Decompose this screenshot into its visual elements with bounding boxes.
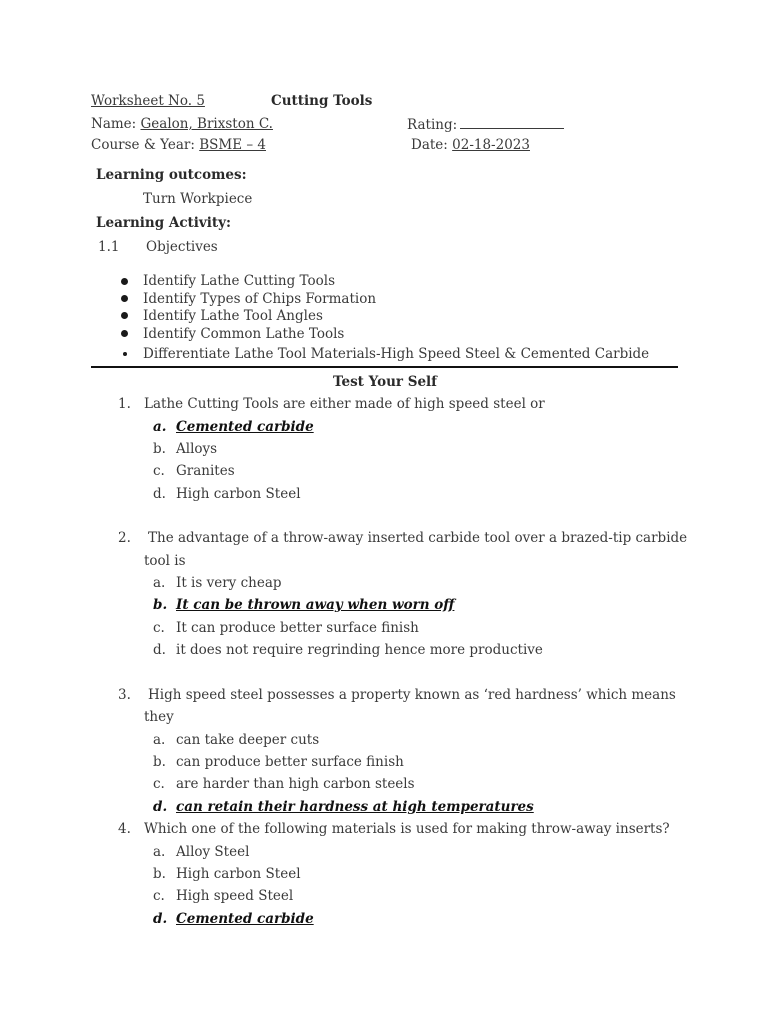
name-row [91, 116, 273, 132]
question-text: The advantage of a throw-away inserted carbide tool over a brazed-tip carbide [148, 530, 688, 546]
question-number: 1. [118, 396, 131, 412]
option-letter: d. [153, 799, 168, 815]
section-number: 1.1 [98, 239, 120, 255]
bullet-icon [121, 295, 128, 302]
option-text: Alloys [176, 441, 218, 457]
question-text: Lathe Cutting Tools are either made of high speed steel or [144, 396, 545, 412]
bullet-icon [121, 312, 128, 319]
rating-blank [460, 116, 564, 129]
question-text: Which one of the following materials is used for making throw-away inserts? [144, 821, 670, 837]
course-row [91, 137, 272, 153]
option-letter: a. [153, 844, 166, 860]
option-answer: can retain their hardness at high temperatures [176, 799, 534, 815]
objective-item: Identify Types of Chips Formation [143, 291, 377, 307]
bullet-icon [121, 330, 128, 337]
option-text: It is very cheap [176, 575, 282, 591]
option-answer: Cemented carbide [176, 419, 314, 435]
option-letter: c. [153, 888, 165, 904]
objective-item: Differentiate Lathe Tool Materials-High Speed Steel & Cemented Carbide [143, 346, 650, 362]
option-answer: Cemented carbide [176, 911, 314, 927]
option-letter: c. [153, 463, 165, 479]
option-text: Alloy Steel [176, 844, 250, 860]
option-letter: b. [153, 866, 166, 882]
question-text-cont: tool is [144, 553, 186, 569]
option-letter: a. [153, 575, 166, 591]
option-letter: d. [153, 642, 166, 658]
option-letter: b. [153, 597, 168, 613]
objective-item: Identify Common Lathe Tools [143, 326, 345, 342]
learning-activity-heading: Learning Activity: [96, 215, 231, 231]
question-number: 4. [118, 821, 131, 837]
option-text: it does not require regrinding hence more productive [176, 642, 543, 658]
question-number: 2. [118, 530, 131, 546]
option-letter: b. [153, 441, 166, 457]
option-letter: a. [153, 732, 166, 748]
option-text: can produce better surface finish [176, 754, 404, 770]
name-label: Name: [91, 116, 137, 132]
option-letter: c. [153, 776, 165, 792]
option-text: High speed Steel [176, 888, 294, 904]
option-text: are harder than high carbon steels [176, 776, 415, 792]
option-letter: b. [153, 754, 166, 770]
objective-item: Identify Lathe Tool Angles [143, 308, 323, 324]
option-letter: d. [153, 911, 168, 927]
bullet-icon [123, 352, 127, 356]
option-text: High carbon Steel [176, 866, 301, 882]
worksheet-number: Worksheet No. 5 [91, 93, 205, 109]
learning-outcomes-heading: Learning outcomes: [96, 167, 247, 183]
date-row [411, 137, 530, 153]
option-letter: a. [153, 419, 167, 435]
option-text: can take deeper cuts [176, 732, 320, 748]
section-divider [91, 366, 678, 368]
test-heading: Test Your Self [333, 374, 437, 390]
question-text-cont: they [144, 709, 174, 725]
worksheet-title: Cutting Tools [271, 93, 373, 109]
bullet-icon [121, 278, 128, 285]
date-value: 02-18-2023 [452, 137, 530, 153]
option-text: It can produce better surface finish [176, 620, 419, 636]
option-letter: d. [153, 486, 166, 502]
course-label: Course & Year: [91, 137, 195, 153]
course-value: BSME – 4 [199, 137, 266, 153]
option-text: High carbon Steel [176, 486, 301, 502]
section-title: Objectives [146, 239, 218, 255]
learning-outcome-item: Turn Workpiece [143, 191, 253, 207]
question-text: High speed steel possesses a property known as ‘red hardness’ which means [148, 687, 676, 703]
option-letter: c. [153, 620, 165, 636]
question-number: 3. [118, 687, 131, 703]
name-value: Gealon, Brixston C. [140, 116, 273, 132]
rating-row [407, 116, 564, 133]
option-answer: It can be thrown away when worn off [176, 597, 455, 613]
objective-item: Identify Lathe Cutting Tools [143, 273, 336, 289]
rating-label: Rating: [407, 117, 458, 133]
date-label: Date: [411, 137, 448, 153]
option-text: Granites [176, 463, 235, 479]
